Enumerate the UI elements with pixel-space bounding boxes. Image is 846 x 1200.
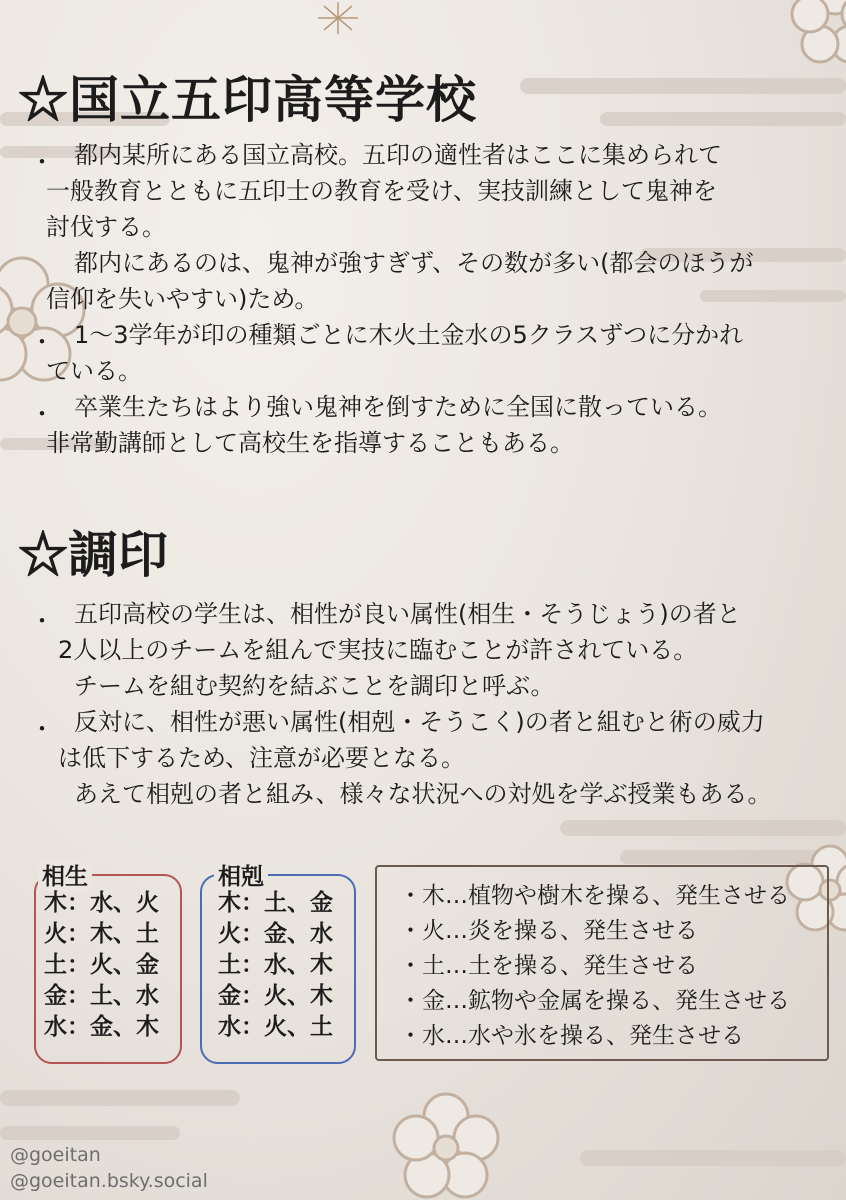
sosei-label: 相生	[38, 858, 92, 891]
sokoku-row: 火：金、水	[218, 921, 333, 947]
paragraph-line: 一般教育とともに五印士の教育を受け、実技訓練として鬼神を	[46, 177, 718, 205]
sosei-row: 土：火、金	[44, 952, 159, 978]
bullet-mark: ・	[30, 148, 54, 176]
section-title-chouin: ☆調印	[18, 525, 168, 584]
paragraph-line: 非常勤講師として高校生を指導することもある。	[46, 429, 574, 457]
sokoku-row: 金：火、木	[218, 983, 333, 1009]
element-line: ・火…炎を操る、発生させる	[399, 918, 698, 944]
paragraph-line: 卒業生たちはより強い鬼神を倒すために全国に散っている。	[74, 393, 722, 421]
element-line: ・金…鉱物や金属を操る、発生させる	[399, 988, 790, 1014]
section-title-school: ☆国立五印高等学校	[18, 70, 477, 129]
paragraph-line: 討伐する。	[46, 213, 166, 241]
sokoku-row: 木：土、金	[218, 890, 333, 916]
paragraph-line: チームを組む契約を結ぶことを調印と呼ぶ。	[74, 672, 555, 700]
elements-box	[375, 865, 829, 1061]
bullet-mark: ・	[30, 607, 54, 635]
bullet-mark: ・	[30, 400, 54, 428]
sosei-row: 木：水、火	[44, 890, 159, 916]
sokoku-label: 相剋	[214, 858, 268, 891]
bullet-mark: ・	[30, 715, 54, 743]
paragraph-line: 五印高校の学生は、相性が良い属性(相生・そうじょう)の者と	[74, 600, 741, 628]
paragraph-line: あえて相剋の者と組み、様々な状況への対処を学ぶ授業もある。	[74, 780, 772, 808]
sokoku-row: 土：水、木	[218, 952, 333, 978]
paragraph-line: は低下するため、注意が必要となる。	[58, 744, 466, 772]
paragraph-line: 2人以上のチームを組んで実技に臨むことが許されている。	[58, 636, 698, 664]
element-line: ・水…水や氷を操る、発生させる	[399, 1023, 744, 1049]
sokoku-row: 水：火、土	[218, 1014, 333, 1040]
paragraph-line: 都内某所にある国立高校。五印の適性者はここに集められて	[74, 141, 722, 169]
snowflake-icon	[318, 2, 358, 34]
element-line: ・木…植物や樹木を操る、発生させる	[399, 883, 790, 909]
paragraph-line: 信仰を失いやすい)ため。	[46, 285, 319, 313]
sosei-row: 金：土、水	[44, 983, 159, 1009]
credit-handle: @goeitan.bsky.social	[10, 1170, 208, 1192]
sosei-row: 火：木、土	[44, 921, 159, 947]
credit-handle: @goeitan	[10, 1144, 101, 1166]
element-line: ・土…土を操る、発生させる	[399, 953, 698, 979]
paragraph-line: 都内にあるのは、鬼神が強すぎず、その数が多い(都会のほうが	[74, 249, 754, 277]
paragraph-line: ている。	[46, 357, 142, 385]
bullet-mark: ・	[30, 328, 54, 356]
paragraph-line: 1〜3学年が印の種類ごとに木火土金水の5クラスずつに分かれ	[74, 321, 744, 349]
sosei-row: 水：金、木	[44, 1014, 159, 1040]
paragraph-line: 反対に、相性が悪い属性(相剋・そうこく)の者と組むと術の威力	[74, 708, 765, 736]
